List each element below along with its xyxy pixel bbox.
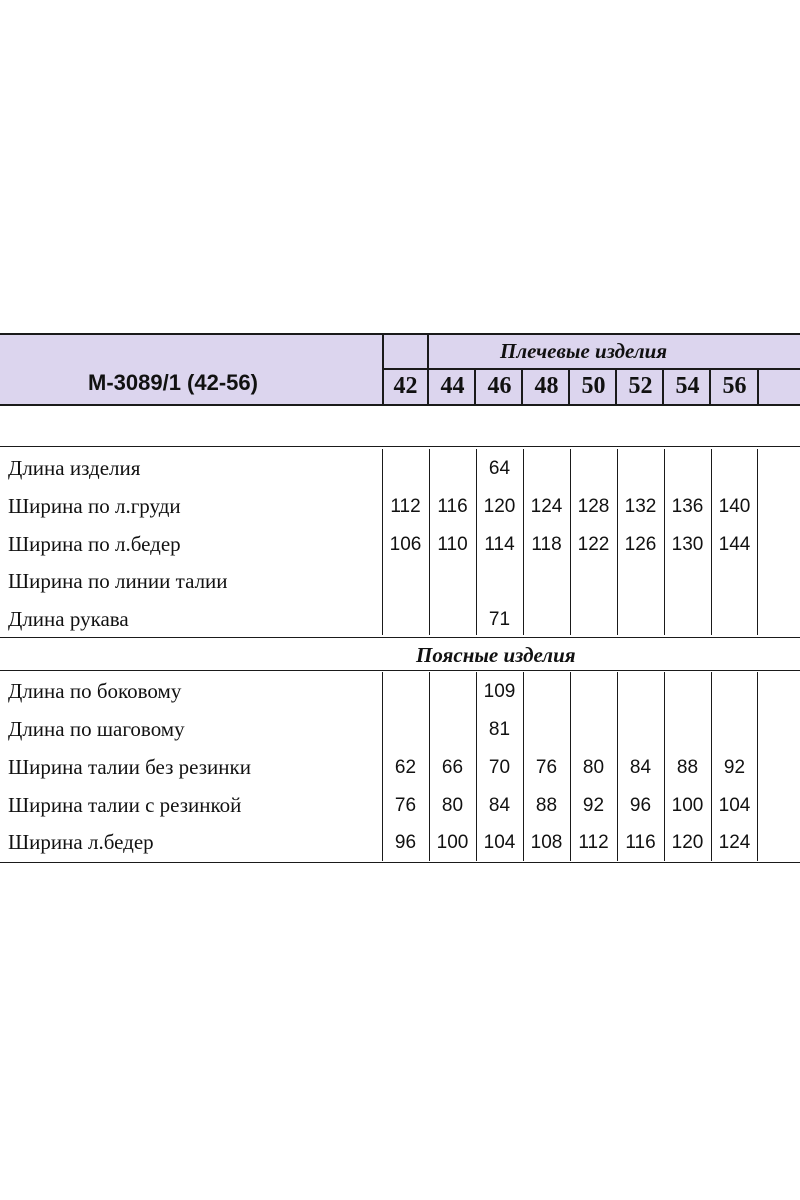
waist-cell: 124: [718, 832, 751, 853]
shoulder-cell: 132: [624, 496, 657, 517]
grid-header-bottom-line: [0, 404, 800, 406]
waist-cell: 88: [535, 795, 558, 816]
waist-cell: 80: [441, 795, 464, 816]
grid-bottom-line: [0, 862, 800, 863]
size-header-54: 54: [675, 373, 700, 399]
waist-row-label: Длина по шаговому: [8, 717, 185, 741]
size-header-56: 56: [722, 373, 747, 399]
shoulder-row-label: Длина изделия: [8, 456, 141, 480]
model-label: М-3089/1 (42-56): [88, 370, 258, 395]
waist-cell: 80: [582, 757, 605, 778]
shoulder-cell: 118: [531, 534, 562, 555]
waist-cell: 92: [582, 795, 605, 816]
size-header-44: 44: [440, 373, 465, 399]
waist-cell: 112: [578, 832, 609, 853]
waist-cell: 100: [436, 832, 469, 853]
grid-section-line-bottom: [0, 670, 800, 671]
size-header-50: 50: [581, 373, 606, 399]
waist-cell: 109: [483, 681, 516, 702]
shoulder-row-label: Ширина по л.бедер: [8, 532, 181, 556]
waist-row-label: Ширина талии с резинкой: [8, 793, 242, 817]
waist-row-label: Ширина л.бедер: [8, 830, 154, 854]
size-header-46: 46: [487, 373, 512, 399]
waist-cell: 96: [394, 832, 417, 853]
grid-header-mid-line: [382, 368, 800, 370]
waist-cell: 70: [488, 757, 511, 778]
shoulder-cell: 114: [484, 534, 515, 555]
grid-blank-row-line: [0, 446, 800, 447]
shoulder-cell: 64: [488, 458, 511, 479]
shoulder-cell: 144: [718, 534, 751, 555]
waist-cell: 76: [394, 795, 417, 816]
size-header-52: 52: [628, 373, 653, 399]
shoulder-cell: 71: [488, 609, 511, 630]
waist-cell: 100: [671, 795, 704, 816]
shoulder-cell: 122: [577, 534, 610, 555]
waist-cell: 62: [394, 757, 417, 778]
grid-section-line-top: [0, 637, 800, 638]
shoulder-cell: 130: [671, 534, 704, 555]
waist-cell: 66: [441, 757, 464, 778]
waist-cell: 84: [629, 757, 652, 778]
waist-row-label: Ширина талии без резинки: [8, 755, 251, 779]
shoulder-cell: 124: [530, 496, 563, 517]
shoulder-row-label: Ширина по линии талии: [8, 569, 228, 593]
shoulder-cell: 126: [624, 534, 657, 555]
shoulder-row-label: Длина рукава: [8, 607, 129, 631]
waist-cell: 96: [629, 795, 652, 816]
size-header-48: 48: [534, 373, 559, 399]
shoulder-cell: 120: [483, 496, 516, 517]
shoulder-cell: 112: [390, 496, 421, 517]
waist-cell: 104: [483, 832, 516, 853]
grid-top-line: [0, 333, 800, 335]
shoulder-cell: 110: [437, 534, 468, 555]
waist-cell: 81: [488, 719, 511, 740]
waist-cell: 120: [671, 832, 704, 853]
waist-cell: 108: [530, 832, 563, 853]
section-waist-title: Поясные изделия: [416, 643, 576, 667]
size-header-42: 42: [393, 373, 418, 399]
waist-cell: 92: [723, 757, 746, 778]
shoulder-cell: 140: [718, 496, 751, 517]
waist-cell: 116: [625, 832, 656, 853]
waist-cell: 88: [676, 757, 699, 778]
shoulder-cell: 136: [671, 496, 704, 517]
waist-cell: 76: [535, 757, 558, 778]
shoulder-row-label: Ширина по л.груди: [8, 494, 181, 518]
waist-cell: 104: [718, 795, 751, 816]
waist-row-label: Длина по боковому: [8, 679, 182, 703]
shoulder-cell: 116: [437, 496, 468, 517]
section-shoulder-title: Плечевые изделия: [500, 339, 668, 363]
waist-cell: 84: [488, 795, 511, 816]
shoulder-cell: 128: [577, 496, 610, 517]
shoulder-cell: 106: [389, 534, 422, 555]
